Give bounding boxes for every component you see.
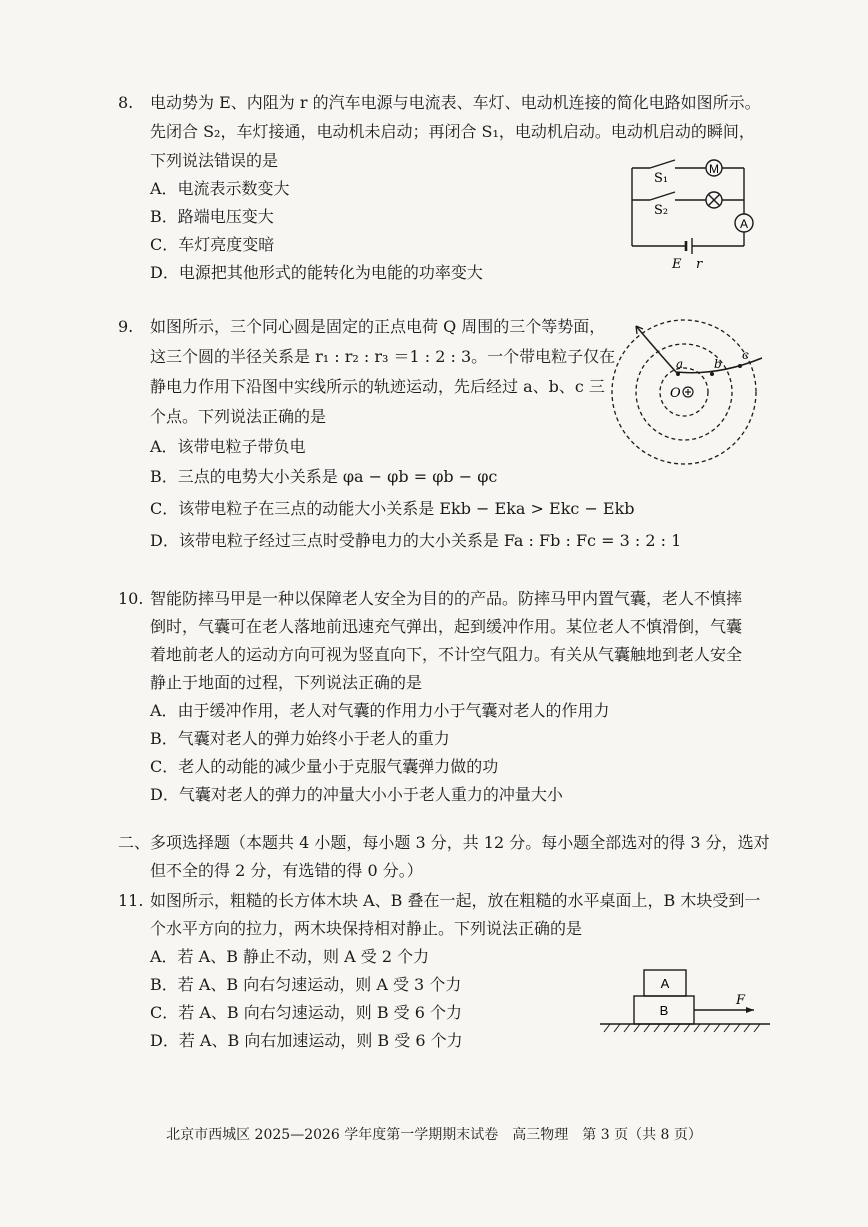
option-d: D．该带电粒子经过三点时受静电力的大小关系是 Fa : Fb : Fc = 3 : 2 : 1	[150, 531, 682, 550]
question-text: 着地前老人的运动方向可视为竖直向下，不计空气阻力。有关从气囊触地到老人安全	[150, 645, 743, 664]
force-f-label: F	[736, 993, 746, 1008]
question-number: 11.	[118, 891, 144, 910]
ammeter-label: A	[739, 217, 749, 231]
motor-label: M	[709, 162, 719, 176]
question-text: 电动势为 E、内阻为 r 的汽车电源与电流表、车灯、电动机连接的简化电路如图所示。	[150, 93, 761, 112]
option-b: B．三点的电势大小关系是 φa − φb = φb − φc	[150, 467, 498, 486]
question-text: 这三个圆的半径关系是 r₁ : r₂ : r₃ ＝1 : 2 : 3。一个带电粒子仅在	[150, 347, 616, 366]
point-b-label: b	[714, 357, 722, 371]
section-note: 但不全的得 2 分，有选错的得 0 分。）	[150, 861, 423, 880]
option-b: B．若 A、B 向右匀速运动，则 A 受 3 个力	[150, 975, 462, 994]
option-a: A．电流表示数变大	[150, 179, 290, 198]
option-a: A．若 A、B 静止不动，则 A 受 2 个力	[150, 947, 430, 966]
question-text: 个点。下列说法正确的是	[150, 407, 327, 426]
block-a-label: A	[660, 976, 670, 991]
option-d: D．气囊对老人的弹力的冲量大小小于老人重力的冲量大小	[150, 785, 563, 804]
option-b: B．路端电压变大	[150, 207, 274, 226]
option-d: D．若 A、B 向右加速运动，则 B 受 6 个力	[150, 1031, 463, 1050]
question-text: 如图所示，粗糙的长方体木块 A、B 叠在一起，放在粗糙的水平桌面上，B 木块受到一	[150, 891, 761, 910]
blocks-diagram	[600, 962, 770, 1037]
option-a: A．该带电粒子带负电	[150, 437, 306, 456]
switch-s1-label: S₁	[654, 171, 669, 186]
question-text: 智能防摔马甲是一种以保障老人安全为目的的产品。防摔马甲内置气囊，老人不慎摔	[150, 589, 743, 608]
option-c: C．老人的动能的减少量小于克服气囊弹力做的功	[150, 757, 499, 776]
option-c: C．若 A、B 向右匀速运动，则 B 受 6 个力	[150, 1003, 463, 1022]
option-d: D．电源把其他形式的能转化为电能的功率变大	[150, 263, 483, 282]
emf-label: E	[672, 257, 682, 272]
question-number: 8.	[118, 93, 134, 112]
equipotential-diagram	[608, 312, 768, 472]
question-text: 静电力作用下沿图中实线所示的轨迹运动，先后经过 a、b、c 三	[150, 377, 605, 396]
question-text: 下列说法错误的是	[150, 151, 279, 170]
question-text: 如图所示，三个同心圆是固定的正点电荷 Q 周围的三个等势面，	[150, 317, 606, 336]
question-text: 静止于地面的过程，下列说法正确的是	[150, 673, 423, 692]
point-a-label: a	[676, 357, 684, 371]
question-text: 个水平方向的拉力，两木块保持相对静止。下列说法正确的是	[150, 919, 583, 938]
section-title: 二、多项选择题（本题共 4 小题，每小题 3 分，共 12 分。每小题全部选对的得 3 分，选对	[118, 833, 770, 852]
block-b-label: B	[659, 1003, 669, 1018]
switch-s2-label: S₂	[654, 203, 669, 218]
question-text: 先闭合 S₂，车灯接通，电动机未启动；再闭合 S₁，电动机启动。电动机启动的瞬间，	[150, 122, 755, 141]
question-text: 倒时，气囊可在老人落地前迅速充气弹出，起到缓冲作用。某位老人不慎滑倒，气囊	[150, 617, 743, 636]
question-number: 9.	[118, 317, 134, 336]
option-b: B．气囊对老人的弹力始终小于老人的重力	[150, 729, 450, 748]
charge-o-label: O	[670, 386, 681, 401]
question-number: 10.	[118, 589, 144, 608]
page-footer: 北京市西城区 2025—2026 学年度第一学期期末试卷 高三物理 第 3 页（共 8 页）	[166, 1127, 702, 1143]
point-c-label: c	[742, 348, 749, 362]
option-c: C．该带电粒子在三点的动能大小关系是 Ekb − Eka > Ekc − Ekb	[150, 499, 635, 518]
option-c: C．车灯亮度变暗	[150, 235, 275, 254]
circuit-diagram	[620, 148, 770, 273]
option-a: A．由于缓冲作用，老人对气囊的作用力小于气囊对老人的作用力	[150, 701, 610, 720]
resistance-label: r	[696, 257, 703, 272]
